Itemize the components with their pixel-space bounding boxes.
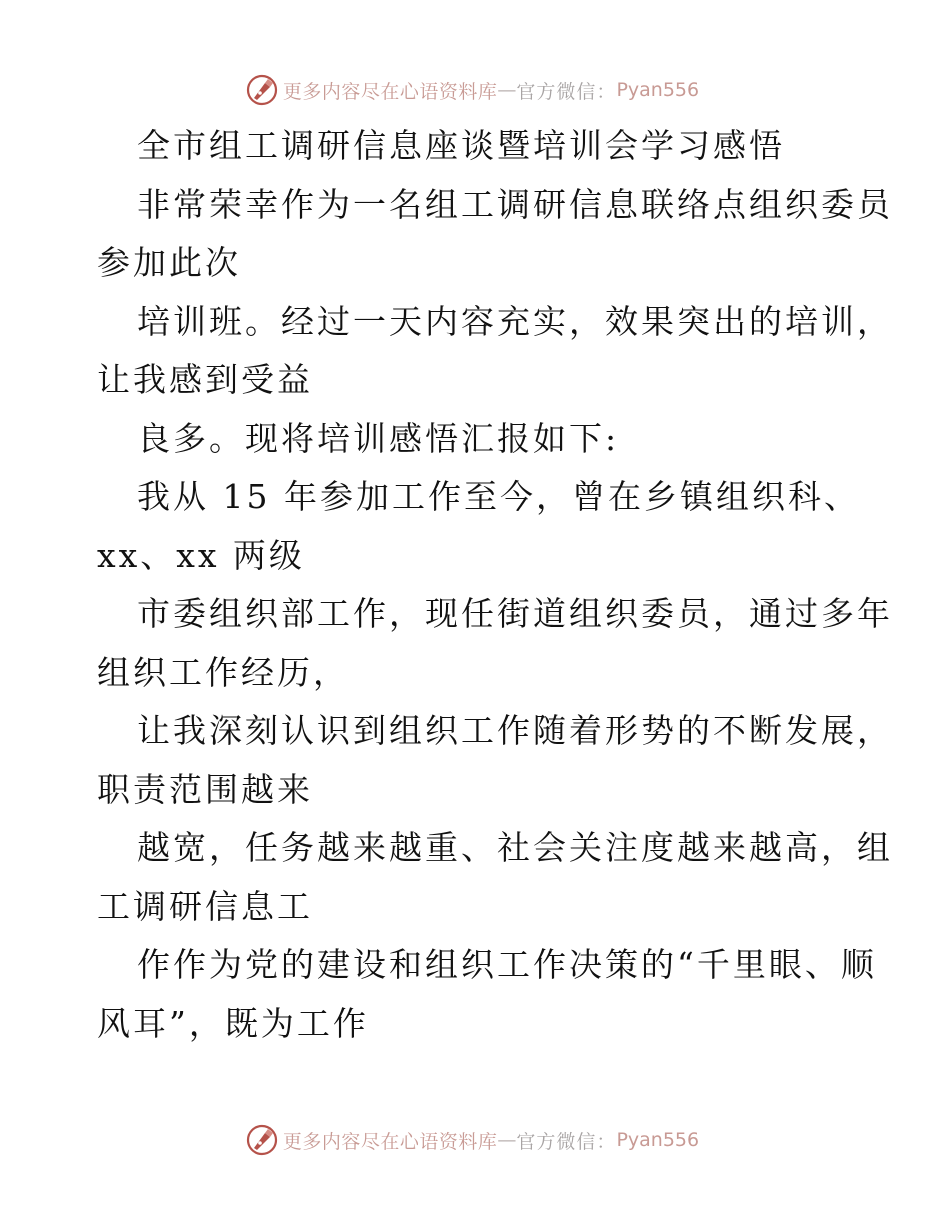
paragraph-line: 组织工作经历，	[97, 652, 349, 692]
watermark-wechat-id: Pyan556	[616, 79, 700, 101]
watermark-dash: —	[497, 79, 517, 101]
watermark-wechat-id: Pyan556	[616, 1129, 700, 1151]
paragraph-line: 让我感到受益	[97, 360, 313, 399]
document-title: 全市组工调研信息座谈暨培训会学习感悟	[137, 126, 785, 165]
paragraph-line: 风耳”，既为工作	[97, 1003, 369, 1043]
paragraph	[97, 468, 867, 585]
paragraph-line: 非常荣幸作为一名组工调研信息联络点组织委员	[137, 184, 893, 224]
watermark-footer	[0, 1120, 950, 1160]
paragraph	[97, 293, 893, 410]
watermark-dash: —	[497, 1129, 517, 1151]
paragraph-line: 工调研信息工	[97, 886, 313, 926]
paragraph	[97, 585, 893, 702]
watermark-wechat-label: 官方微信：	[516, 80, 617, 103]
paragraph	[97, 819, 893, 936]
paragraph-line: 参加此次	[97, 243, 241, 282]
paragraph-line: 让我深刻认识到组织工作随着形势的不断发展，	[137, 711, 893, 750]
watermark-site-text: 更多内容尽在心语资料库	[282, 1130, 498, 1153]
paragraph-line: 培训班。经过一天内容充实，效果突出的培训，	[137, 301, 893, 341]
watermark-site-text: 更多内容尽在心语资料库	[282, 80, 498, 103]
paragraph	[97, 176, 893, 293]
paragraph-line: 良多。现将培训感悟汇报如下:	[137, 418, 620, 458]
paragraph-line: 越宽，任务越来越重、社会关注度越来越高，组	[137, 828, 893, 867]
watermark-header	[0, 70, 950, 110]
paragraph-line: 作作为党的建设和组织工作决策的“千里眼、顺	[137, 945, 877, 984]
pen-nib-logo-icon	[245, 1123, 279, 1157]
paragraph-line: xx、xx 两级	[97, 535, 305, 575]
watermark-wechat-label: 官方微信：	[516, 1130, 617, 1153]
paragraph	[97, 702, 893, 819]
document-body	[97, 117, 893, 1053]
paragraph	[97, 410, 867, 469]
paragraph-line: 我从 15 年参加工作至今，曾在乡镇组织科、	[137, 477, 860, 516]
paragraph	[97, 936, 877, 1053]
paragraph-line: 职责范围越来	[97, 769, 313, 809]
paragraph-line: 市委组织部工作，现任街道组织委员，通过多年	[137, 594, 893, 633]
pen-nib-logo-icon	[245, 73, 279, 107]
